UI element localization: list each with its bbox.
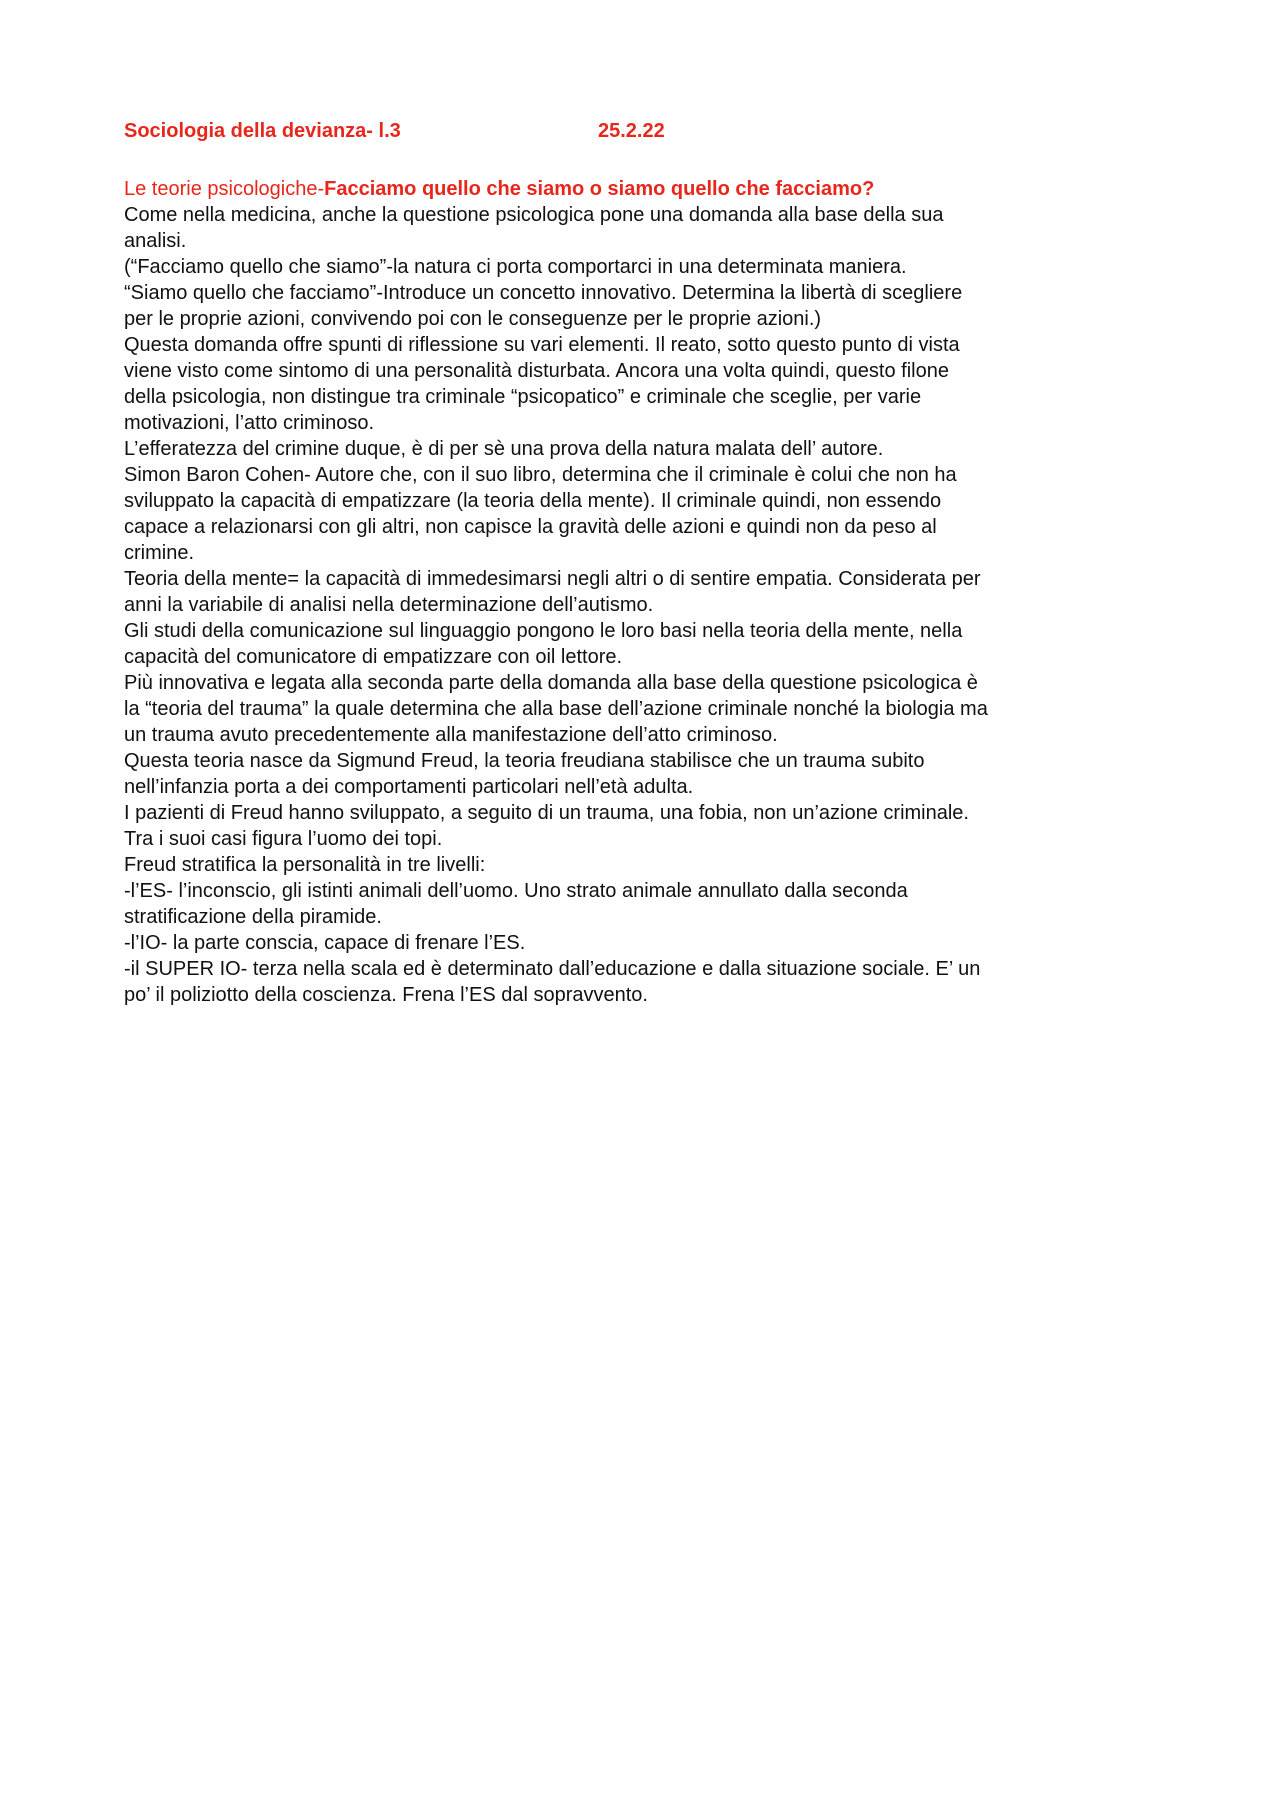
text-line: un trauma avuto precedentemente alla manifestazione dell’atto criminoso.: [124, 724, 778, 746]
text-line: della psicologia, non distingue tra criminale “psicopatico” e criminale che sceglie, per varie: [124, 386, 922, 408]
text-line: stratificazione della piramide.: [124, 906, 382, 928]
text-line: I pazienti di Freud hanno sviluppato, a seguito di un trauma, una fobia, non un’azione criminale.: [124, 802, 969, 824]
text-line: -l’ES- l’inconscio, gli istinti animali dell’uomo. Uno strato animale annullato dalla seconda: [124, 880, 908, 902]
text-line: capacità del comunicatore di empatizzare con oil lettore.: [124, 646, 623, 668]
body-text: [124, 202, 1164, 1008]
text-line: viene visto come sintomo di una personalità disturbata. Ancora una volta quindi, questo filone: [124, 360, 949, 382]
text-line: motivazioni, l’atto criminoso.: [124, 412, 375, 434]
topic-heading: [124, 176, 1164, 202]
text-line: Tra i suoi casi figura l’uomo dei topi.: [124, 828, 443, 850]
text-line: -l’IO- la parte conscia, capace di frenare l’ES.: [124, 932, 526, 954]
text-line: L’efferatezza del crimine duque, è di per sè una prova della natura malata dell’ autore.: [124, 438, 884, 460]
text-line: anni la variabile di analisi nella determinazione dell’autismo.: [124, 594, 654, 616]
text-line: -il SUPER IO- terza nella scala ed è determinato dall’educazione e dalla situazione sociale. E’ un: [124, 958, 981, 980]
course-title: Sociologia della devianza- l.3: [124, 120, 401, 142]
text-line: Freud stratifica la personalità in tre livelli:: [124, 854, 486, 876]
text-line: nell’infanzia porta a dei comportamenti particolari nell’età adulta.: [124, 776, 694, 798]
text-line: Questa teoria nasce da Sigmund Freud, la teoria freudiana stabilisce che un trauma subito: [124, 750, 925, 772]
text-line: analisi.: [124, 230, 187, 252]
text-line: “Siamo quello che facciamo”-Introduce un concetto innovativo. Determina la libertà di scegliere: [124, 282, 963, 304]
text-line: Simon Baron Cohen- Autore che, con il suo libro, determina che il criminale è colui che non ha: [124, 464, 957, 486]
text-line: po’ il poliziotto della coscienza. Frena l’ES dal sopravvento.: [124, 984, 648, 1006]
text-line: la “teoria del trauma” la quale determina che alla base dell’azione criminale nonché la biologia ma: [124, 698, 988, 720]
text-line: sviluppato la capacità di empatizzare (la teoria della mente). Il criminale quindi, non essendo: [124, 490, 942, 512]
document-header: [124, 120, 1164, 150]
text-line: per le proprie azioni, convivendo poi con le conseguenze per le proprie azioni.): [124, 308, 822, 330]
text-line: capace a relazionarsi con gli altri, non capisce la gravità delle azioni e quindi non da peso al: [124, 516, 937, 538]
lecture-date: 25.2.22: [598, 120, 665, 142]
topic-label: Le teorie psicologiche-: [124, 178, 325, 200]
text-line: (“Facciamo quello che siamo”-la natura ci porta comportarci in una determinata maniera.: [124, 256, 907, 278]
text-line: Teoria della mente= la capacità di immedesimarsi negli altri o di sentire empatia. Considerata per: [124, 568, 981, 590]
topic-question: Facciamo quello che siamo o siamo quello che facciamo?: [324, 178, 875, 200]
text-line: Più innovativa e legata alla seconda parte della domanda alla base della questione psicologica è: [124, 672, 978, 694]
text-line: Questa domanda offre spunti di riflessione su vari elementi. Il reato, sotto questo punto di vista: [124, 334, 960, 356]
text-line: Come nella medicina, anche la questione psicologica pone una domanda alla base della sua: [124, 204, 944, 226]
text-line: crimine.: [124, 542, 195, 564]
text-line: Gli studi della comunicazione sul linguaggio pongono le loro basi nella teoria della mente, nella: [124, 620, 963, 642]
document-page: [124, 120, 1164, 1008]
